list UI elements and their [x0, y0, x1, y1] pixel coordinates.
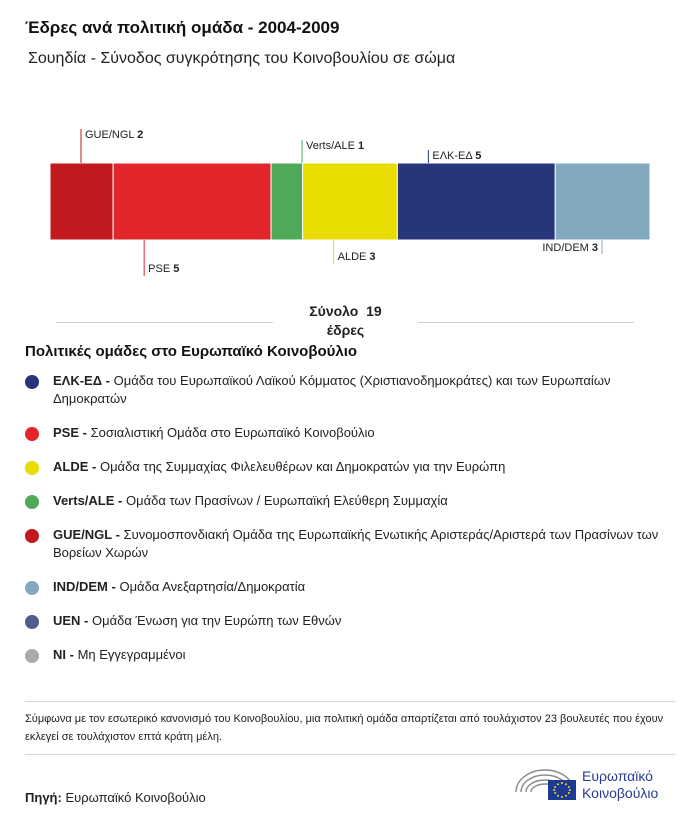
legend-description: Ομάδα Ανεξαρτησία/Δημοκρατία — [119, 579, 306, 594]
legend-color-dot — [25, 375, 39, 389]
segment-label-pse: PSE 5 — [148, 263, 180, 275]
seat-bar-chart — [0, 0, 700, 300]
total-value: 19 — [366, 303, 382, 319]
legend-abbr: UEN - — [53, 613, 92, 628]
bar-segment-verts-ale — [271, 163, 303, 240]
legend-color-dot — [25, 615, 39, 629]
legend-text — [53, 458, 673, 476]
segment-label-verts-ale: Verts/ALE 1 — [306, 140, 365, 152]
legend-abbr: GUE/NGL - — [53, 527, 124, 542]
source — [25, 790, 206, 805]
legend-description: Ομάδα του Ευρωπαϊκού Λαϊκού Κόμματος (Χριστιανοδημοκράτες) και των Ευρωπαίων Δημοκρατών — [53, 373, 611, 406]
legend-color-dot — [25, 461, 39, 475]
legend-color-dot — [25, 427, 39, 441]
bar-segment-ind-dem — [555, 163, 650, 240]
total-seats — [273, 302, 418, 340]
legend-description: Ομάδα των Πρασίνων / Ευρωπαϊκή Ελεύθερη Συμμαχία — [125, 493, 448, 508]
note-divider-top — [25, 701, 675, 702]
legend-abbr: ΕΛΚ-ΕΔ - — [53, 373, 114, 388]
legend-text — [53, 372, 673, 408]
segment-label-ελκ-εδ: ΕΛΚ-ΕΔ 5 — [432, 150, 482, 162]
legend-text — [53, 612, 673, 630]
logo-text — [582, 768, 658, 802]
legend-description: Μη Εγγεγραμμένοι — [77, 647, 186, 662]
total-divider-left — [56, 322, 273, 323]
legend-text — [53, 578, 673, 596]
legend-text — [53, 424, 673, 442]
legend-description: Συνομοσπονδιακή Ομάδα της Ευρωπαϊκής Ενωτικής Αριστεράς/Αριστερά των Πρασίνων των Βορείων Χωρών — [53, 527, 659, 560]
logo-line-2: Κοινοβούλιο — [582, 785, 659, 801]
legend-abbr: IND/DEM - — [53, 579, 120, 594]
legend-text — [53, 526, 673, 562]
bar-segment-pse — [113, 163, 271, 240]
footnote: Σύμφωνα με τον εσωτερικό κανονισμό του Κοινοβουλίου, μια πολιτική ομάδα απαρτίζεται από τουλάχιστον 23 βουλευτές που έχουν εκλεγεί σε τουλάχιστον επτά κράτη μέλη. — [25, 713, 664, 743]
ep-logo — [512, 762, 682, 806]
legend-abbr: ALDE - — [53, 459, 100, 474]
legend-description: Σοσιαλιστική Ομάδα στο Ευρωπαϊκό Κοινοβούλιο — [90, 425, 375, 440]
bar-segment-ελκ-εδ — [397, 163, 555, 240]
total-unit: έδρες — [326, 322, 365, 338]
total-divider-right — [418, 322, 634, 323]
bar-segment-gue-ngl — [50, 163, 113, 240]
logo-line-1: Ευρωπαϊκό — [582, 768, 653, 784]
legend-abbr: PSE - — [53, 425, 91, 440]
total-label: Σύνολο — [309, 303, 359, 319]
segment-label-gue-ngl: GUE/NGL 2 — [85, 129, 144, 141]
legend-abbr: Verts/ALE - — [53, 493, 126, 508]
segment-label-ind-dem: IND/DEM 3 — [542, 242, 598, 254]
european-parliament-logo-icon — [512, 762, 578, 802]
legend-title: Πολιτικές ομάδες στο Ευρωπαϊκό Κοινοβούλιο — [25, 343, 358, 360]
legend-color-dot — [25, 529, 39, 543]
legend-color-dot — [25, 649, 39, 663]
source-label: Πηγή: — [25, 790, 62, 805]
legend-color-dot — [25, 581, 39, 595]
chart-subtitle: Σουηδία - Σύνοδος συγκρότησης του Κοινοβουλίου σε σώμα — [28, 50, 456, 67]
segment-label-alde: ALDE 3 — [337, 251, 376, 263]
legend-text — [53, 492, 673, 510]
legend-description: Ομάδα της Συμμαχίας Φιλελευθέρων και Δημοκρατών για την Ευρώπη — [99, 459, 506, 474]
source-value: Ευρωπαϊκό Κοινοβούλιο — [65, 790, 206, 805]
legend-description: Ομάδα Ένωση για την Ευρώπη των Εθνών — [92, 613, 342, 628]
chart-title: Έδρες ανά πολιτική ομάδα - 2004-2009 — [25, 18, 340, 37]
bar-segment-alde — [303, 163, 398, 240]
legend-abbr: NI - — [53, 647, 78, 662]
legend-color-dot — [25, 495, 39, 509]
note-divider-bottom — [25, 754, 675, 755]
legend-text — [53, 646, 673, 664]
